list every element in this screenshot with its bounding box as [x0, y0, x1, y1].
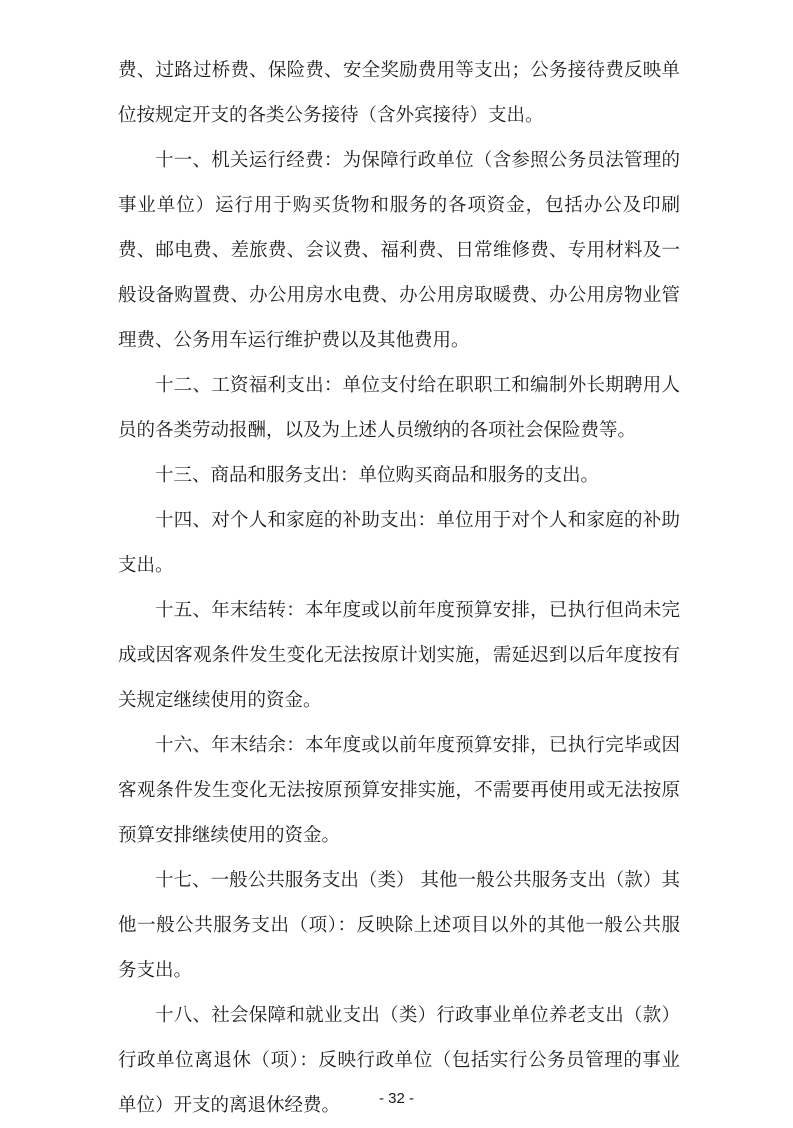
paragraph-item-13: 十三、商品和服务支出：单位购买商品和服务的支出。: [155, 465, 600, 486]
page-number: - 32 -: [378, 1090, 414, 1107]
paragraph-item-16: 十六、年末结余：本年度或以前年度预算安排，已执行完毕或因客观条件发生变化无法按原预算安排实施，不需要再使用或无法按原预算安排继续使用的资金。: [118, 735, 680, 846]
paragraph-continuation: 费、过路过桥费、保险费、安全奖励费用等支出；公务接待费反映单位按规定开支的各类公务接待（含外宾接待）支出。: [118, 60, 680, 126]
paragraph-item-18: 十八、社会保障和就业支出（类）行政事业单位养老支出（款）行政单位离退休（项）：反映行政单位（包括实行公务员管理的事业单位）开支的离退休经费。: [118, 1005, 680, 1116]
paragraph-item-12: 十二、工资福利支出：单位支付给在职职工和编制外长期聘用人员的各类劳动报酬，以及为上述人员缴纳的各项社会保险费等。: [118, 375, 680, 441]
paragraph-item-11: 十一、机关运行经费：为保障行政单位（含参照公务员法管理的事业单位）运行用于购买货物和服务的各项资金，包括办公及印刷费、邮电费、差旅费、会议费、福利费、日常维修费、专用材料及一般设备购置费、办公用房水电费、办公用房取暖费、办公用房物业管理费、公务用车运行维护费以及其他费用。: [118, 150, 680, 351]
paragraph-item-15: 十五、年末结转：本年度或以前年度预算安排，已执行但尚未完成或因客观条件发生变化无法按原计划实施，需延迟到以后年度按有关规定继续使用的资金。: [118, 600, 680, 711]
document-body: [118, 48, 680, 1128]
paragraph-item-14: 十四、对个人和家庭的补助支出：单位用于对个人和家庭的补助支出。: [118, 510, 680, 576]
paragraph-item-17: 十七、一般公共服务支出（类） 其他一般公共服务支出（款）其他一般公共服务支出（项）：反映除上述项目以外的其他一般公共服务支出。: [118, 870, 680, 981]
